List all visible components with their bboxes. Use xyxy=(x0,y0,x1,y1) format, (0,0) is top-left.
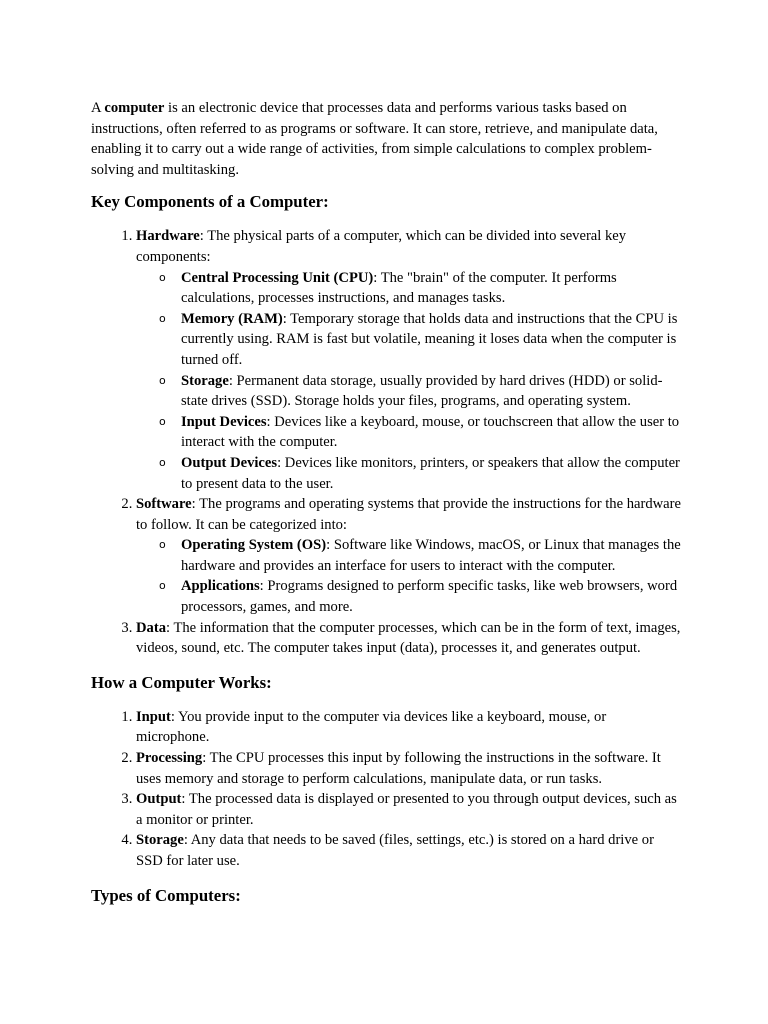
sub-item-text: : Software like Windows, macOS, or Linux that manages the hardware and provides an interface for users to interact with the computer. xyxy=(181,537,681,574)
document-page xyxy=(91,98,681,920)
list-item-term: Processing xyxy=(136,750,203,767)
components-heading: Key Components of a Computer: xyxy=(91,192,329,212)
sub-item-text: : Devices like a keyboard, mouse, or touchscreen that allow the user to interact with the computer. xyxy=(181,413,680,451)
sub-item-text: : Permanent data storage, usually provided by hard drives (HDD) or solid-state drives (SSD). Storage holds your files, programs, and operating system. xyxy=(181,372,663,410)
sub-item xyxy=(159,371,681,412)
list-item-term: Output xyxy=(136,791,182,808)
sub-item-text: : Devices like monitors, printers, or speakers that allow the computer to present data to the user. xyxy=(181,454,680,492)
intro-term: computer xyxy=(104,100,165,116)
intro-paragraph xyxy=(91,98,681,180)
intro-lead: A xyxy=(91,100,105,116)
list-item xyxy=(136,789,681,830)
list-item-term: Storage xyxy=(136,832,184,849)
sub-item xyxy=(159,268,681,309)
circle-bullet-icon: o xyxy=(159,579,166,593)
circle-bullet-icon: o xyxy=(159,538,166,552)
sub-item-term: Input Devices xyxy=(181,413,267,430)
list-item-text: : Any data that needs to be saved (files, settings, etc.) is stored on a hard drive or SSD for later use. xyxy=(136,832,654,869)
list-item xyxy=(136,707,681,748)
sub-item-term: Applications xyxy=(181,578,260,595)
works-list xyxy=(91,707,681,872)
software-text: : The programs and operating systems that provide the instructions for the hardware to follow. It can be categorized into: xyxy=(136,496,681,533)
sub-item xyxy=(159,576,681,617)
circle-bullet-icon: o xyxy=(159,373,166,387)
sub-item-text: : The "brain" of the computer. It performs calculations, processes instructions, and manages tasks. xyxy=(181,269,617,307)
software-sublist xyxy=(136,535,681,617)
sub-item-term: Central Processing Unit (CPU) xyxy=(181,269,374,286)
sub-item-term: Storage xyxy=(181,372,229,389)
types-heading: Types of Computers: xyxy=(91,885,241,905)
sub-item-text: : Programs designed to perform specific tasks, like web browsers, word processors, games, and more. xyxy=(181,578,678,616)
list-item-software xyxy=(136,494,681,618)
list-item xyxy=(136,748,681,789)
hardware-text: : The physical parts of a computer, which can be divided into several key components: xyxy=(136,228,627,265)
sub-item xyxy=(159,309,681,371)
sub-item-term: Output Devices xyxy=(181,454,278,471)
circle-bullet-icon: o xyxy=(159,270,166,284)
list-item-data xyxy=(136,618,681,659)
circle-bullet-icon: o xyxy=(159,414,166,428)
circle-bullet-icon: o xyxy=(159,311,166,325)
list-item-term: Input xyxy=(136,708,171,725)
works-heading: How a Computer Works: xyxy=(91,672,272,692)
list-item-text: : The CPU processes this input by following the instructions in the software. It uses memory and storage to perform calculations, manipulate data, or run tasks. xyxy=(136,750,661,787)
list-item-text: : You provide input to the computer via devices like a keyboard, mouse, or microphone. xyxy=(136,708,607,746)
intro-rest: is an electronic device that processes data and performs various tasks based on instructions, often referred to as programs or software. It can store, retrieve, and manipulate data, enabling it to carry out a wide range of activities, from simple calculations to complex problem-solving and multitasking. xyxy=(91,100,658,178)
data-term: Data xyxy=(136,619,166,636)
list-item-text: : The processed data is displayed or presented to you through output devices, such as a monitor or printer. xyxy=(136,791,677,828)
sub-item xyxy=(159,412,681,453)
sub-item xyxy=(159,453,681,494)
sub-item-term: Memory (RAM) xyxy=(181,310,283,327)
sub-item-text: : Temporary storage that holds data and instructions that the CPU is currently using. RAM is fast but volatile, meaning it loses data when the computer is turned off. xyxy=(181,310,678,368)
data-text: : The information that the computer processes, which can be in the form of text, images, videos, sound, etc. The computer takes input (data), processes it, and generates output. xyxy=(136,619,681,657)
hardware-term: Hardware xyxy=(136,228,200,245)
list-item-hardware xyxy=(136,226,681,494)
software-term: Software xyxy=(136,496,192,513)
list-item xyxy=(136,830,681,871)
circle-bullet-icon: o xyxy=(159,455,166,469)
components-list xyxy=(91,226,681,658)
sub-item xyxy=(159,535,681,576)
hardware-sublist xyxy=(136,268,681,495)
sub-item-term: Operating System (OS) xyxy=(181,537,327,554)
